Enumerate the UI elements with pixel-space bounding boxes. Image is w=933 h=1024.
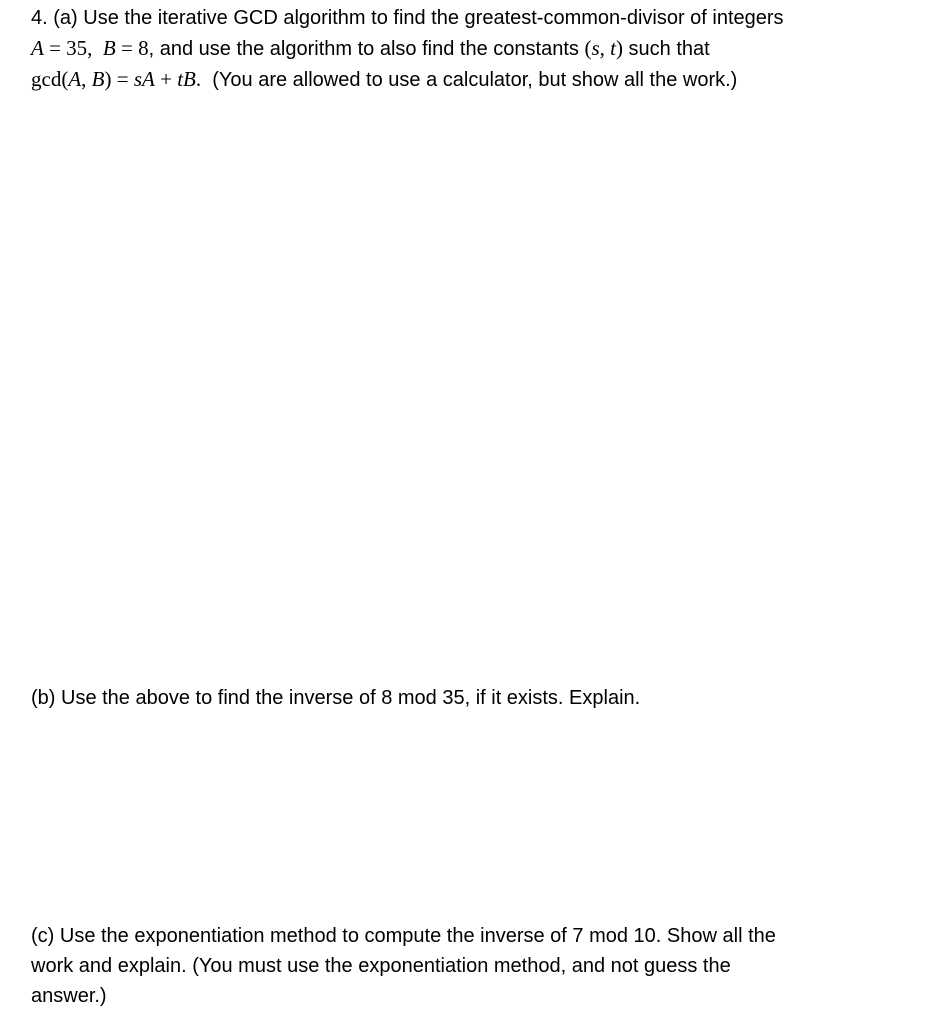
problem-number: 4.	[31, 7, 48, 29]
part-a-text-2: and use the algorithm to also find the constants	[159, 38, 579, 60]
part-a-text-3: such that	[628, 38, 710, 60]
math-a-equals: A = 35, B = 8	[31, 36, 149, 60]
part-a-line-1	[31, 3, 911, 33]
math-s-t-pair: (s, t)	[584, 36, 623, 60]
part-c-line-3: answer.)	[31, 985, 107, 1007]
part-a-text-4: (You are allowed to use a calculator, but show all the work.)	[212, 69, 738, 91]
answer-space-a[interactable]	[31, 95, 911, 675]
part-b-line: (b) Use the above to find the inverse of 8 mod 35, if it exists. Explain.	[31, 687, 641, 709]
math-gcd-equation: gcd(A, B) = sA + tB.	[31, 67, 202, 91]
part-a-line-2: A = 35, B = 8, and use the algorithm to also find the constants (s, t) such that	[31, 36, 710, 60]
part-a-text-1: Use the iterative GCD algorithm to find the greatest-common-divisor of integers	[83, 7, 784, 29]
part-c-question	[31, 921, 911, 1011]
part-b-question	[31, 683, 911, 713]
answer-space-b[interactable]	[31, 720, 911, 910]
part-c-line-2: work and explain. (You must use the exponentiation method, and not guess the	[31, 955, 731, 977]
part-a-question	[31, 3, 911, 95]
part-a-line-3	[31, 64, 911, 95]
part-c-line-1: (c) Use the exponentiation method to compute the inverse of 7 mod 10. Show all the	[31, 925, 776, 947]
part-a-label: (a)	[53, 7, 78, 29]
